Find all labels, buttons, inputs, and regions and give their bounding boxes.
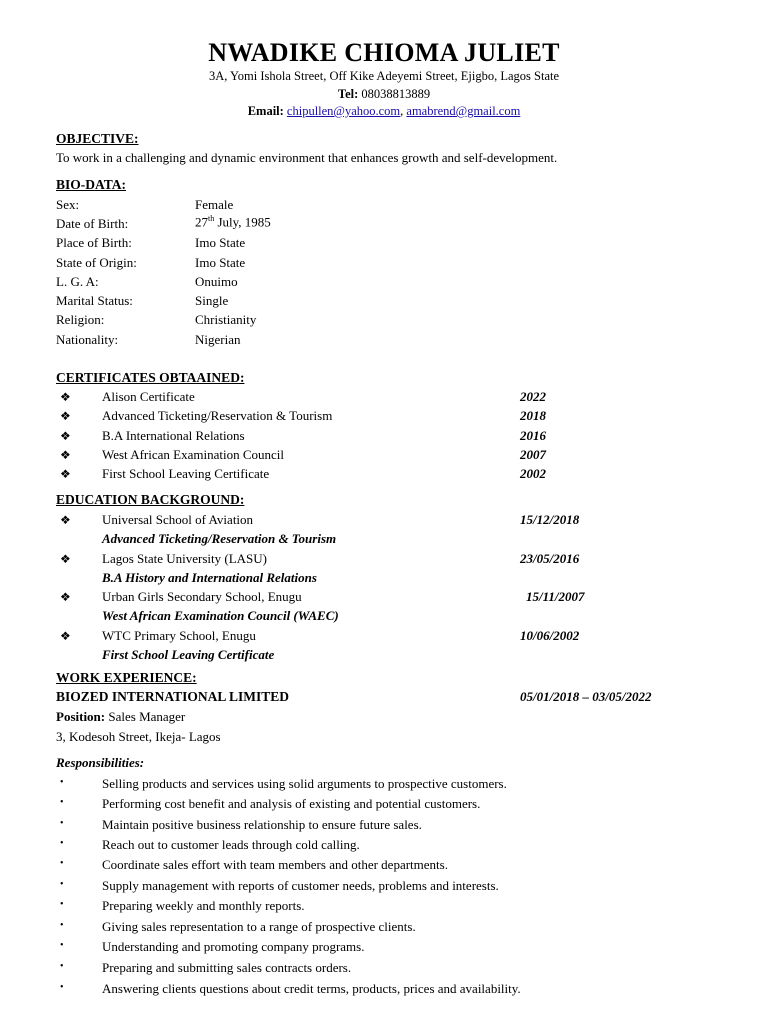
bullet-icon: • <box>60 818 64 829</box>
email-link-2[interactable]: amabrend@gmail.com <box>406 104 521 118</box>
diamond-bullet-icon: ❖ <box>60 429 71 443</box>
certificates-heading: CERTIFICATES OBTAAINED: <box>56 370 245 385</box>
email-separator: , <box>400 104 404 118</box>
certificate-name: B.A International Relations <box>102 428 245 443</box>
responsibility-item: Maintain positive business relationship to ensure future sales. <box>102 817 422 832</box>
objective-heading: OBJECTIVE: <box>56 131 139 146</box>
phone-label: Tel: <box>337 87 359 101</box>
certificate-name: West African Examination Council <box>102 447 284 462</box>
responsibility-item: Preparing weekly and monthly reports. <box>102 898 305 913</box>
biodata-value: Christianity <box>195 312 257 327</box>
diamond-bullet-icon: ❖ <box>60 513 71 527</box>
certificate-year: 2022 <box>520 389 546 404</box>
email-line <box>0 104 768 119</box>
school-name: Lagos State University (LASU) <box>102 551 268 566</box>
education-qualification: First School Leaving Certificate <box>102 647 275 662</box>
education-date: 15/12/2018 <box>520 512 580 527</box>
work-heading: WORK EXPERIENCE: <box>56 670 197 685</box>
biodata-value: Imo State <box>195 255 246 270</box>
bullet-icon: • <box>60 940 64 951</box>
bullet-icon: • <box>60 838 64 849</box>
diamond-bullet-icon: ❖ <box>60 552 71 566</box>
bullet-icon: • <box>60 982 64 993</box>
biodata-label: Date of Birth: <box>56 216 129 231</box>
biodata-value: Onuimo <box>195 274 238 289</box>
biodata-heading: BIO-DATA: <box>56 177 126 192</box>
responsibility-item: Coordinate sales effort with team members and other departments. <box>102 857 448 872</box>
bullet-icon: • <box>60 777 64 788</box>
certificate-name: Alison Certificate <box>102 389 195 404</box>
biodata-label: Place of Birth: <box>56 235 132 250</box>
biodata-label: Marital Status: <box>56 293 133 308</box>
bullet-icon: • <box>60 899 64 910</box>
biodata-value: Nigerian <box>195 332 241 347</box>
certificate-name: First School Leaving Certificate <box>102 466 270 481</box>
certificate-year: 2007 <box>520 447 546 462</box>
responsibilities-heading: Responsibilities: <box>56 755 145 770</box>
company-name: BIOZED INTERNATIONAL LIMITED <box>56 689 290 704</box>
biodata-value: Imo State <box>195 235 246 250</box>
biodata-label: Sex: <box>56 197 80 212</box>
diamond-bullet-icon: ❖ <box>60 409 71 423</box>
bullet-icon: • <box>60 797 64 808</box>
work-period: 05/01/2018 – 03/05/2022 <box>520 689 652 704</box>
position-line <box>56 709 185 725</box>
position-value: Sales Manager <box>108 709 186 724</box>
diamond-bullet-icon: ❖ <box>60 467 71 481</box>
responsibility-item: Reach out to customer leads through cold calling. <box>102 837 360 852</box>
education-qualification: B.A History and International Relations <box>102 570 317 585</box>
applicant-name: NWADIKE CHIOMA JULIET <box>208 38 560 67</box>
responsibility-item: Giving sales representation to a range of prospective clients. <box>102 919 416 934</box>
email-label: Email: <box>247 104 284 118</box>
education-date: 10/06/2002 <box>520 628 580 643</box>
responsibility-item: Performing cost benefit and analysis of existing and potential customers. <box>102 796 481 811</box>
school-name: Universal School of Aviation <box>102 512 254 527</box>
diamond-bullet-icon: ❖ <box>60 590 71 604</box>
company-address: 3, Kodesoh Street, Ikeja- Lagos <box>56 729 221 744</box>
position-label: Position: <box>56 709 106 724</box>
phone-line <box>0 87 768 102</box>
email-link-1[interactable]: chipullen@yahoo.com <box>286 104 401 118</box>
biodata-value: 27th July, 1985 <box>195 214 271 230</box>
certificate-year: 2016 <box>520 428 546 443</box>
objective-text: To work in a challenging and dynamic environment that enhances growth and self-development. <box>56 150 558 165</box>
education-qualification: Advanced Ticketing/Reservation & Tourism <box>102 531 337 546</box>
education-heading: EDUCATION BACKGROUND: <box>56 492 245 507</box>
responsibility-item: Selling products and services using solid arguments to prospective customers. <box>102 776 507 791</box>
certificate-year: 2018 <box>520 408 546 423</box>
bullet-icon: • <box>60 858 64 869</box>
biodata-label: State of Origin: <box>56 255 137 270</box>
phone-number: 08038813889 <box>361 87 431 101</box>
education-date: 23/05/2016 <box>520 551 580 566</box>
responsibility-item: Supply management with reports of customer needs, problems and interests. <box>102 878 499 893</box>
responsibility-item: Preparing and submitting sales contracts orders. <box>102 960 352 975</box>
biodata-label: Nationality: <box>56 332 119 347</box>
diamond-bullet-icon: ❖ <box>60 390 71 404</box>
bullet-icon: • <box>60 920 64 931</box>
applicant-address: 3A, Yomi Ishola Street, Off Kike Adeyemi Street, Ejigbo, Lagos State <box>208 69 560 83</box>
education-date: 15/11/2007 <box>526 589 585 604</box>
biodata-value: Female <box>195 197 234 212</box>
bullet-icon: • <box>60 879 64 890</box>
biodata-label: Religion: <box>56 312 105 327</box>
diamond-bullet-icon: ❖ <box>60 448 71 462</box>
bullet-icon: • <box>60 961 64 972</box>
certificate-name: Advanced Ticketing/Reservation & Tourism <box>102 408 333 423</box>
certificate-year: 2002 <box>520 466 546 481</box>
biodata-label: L. G. A: <box>56 274 99 289</box>
biodata-value: Single <box>195 293 229 308</box>
responsibility-item: Understanding and promoting company programs. <box>102 939 365 954</box>
responsibility-item: Answering clients questions about credit terms, products, prices and availability. <box>102 981 521 996</box>
education-qualification: West African Examination Council (WAEC) <box>102 608 339 623</box>
school-name: Urban Girls Secondary School, Enugu <box>102 589 302 604</box>
school-name: WTC Primary School, Enugu <box>102 628 256 643</box>
diamond-bullet-icon: ❖ <box>60 629 71 643</box>
